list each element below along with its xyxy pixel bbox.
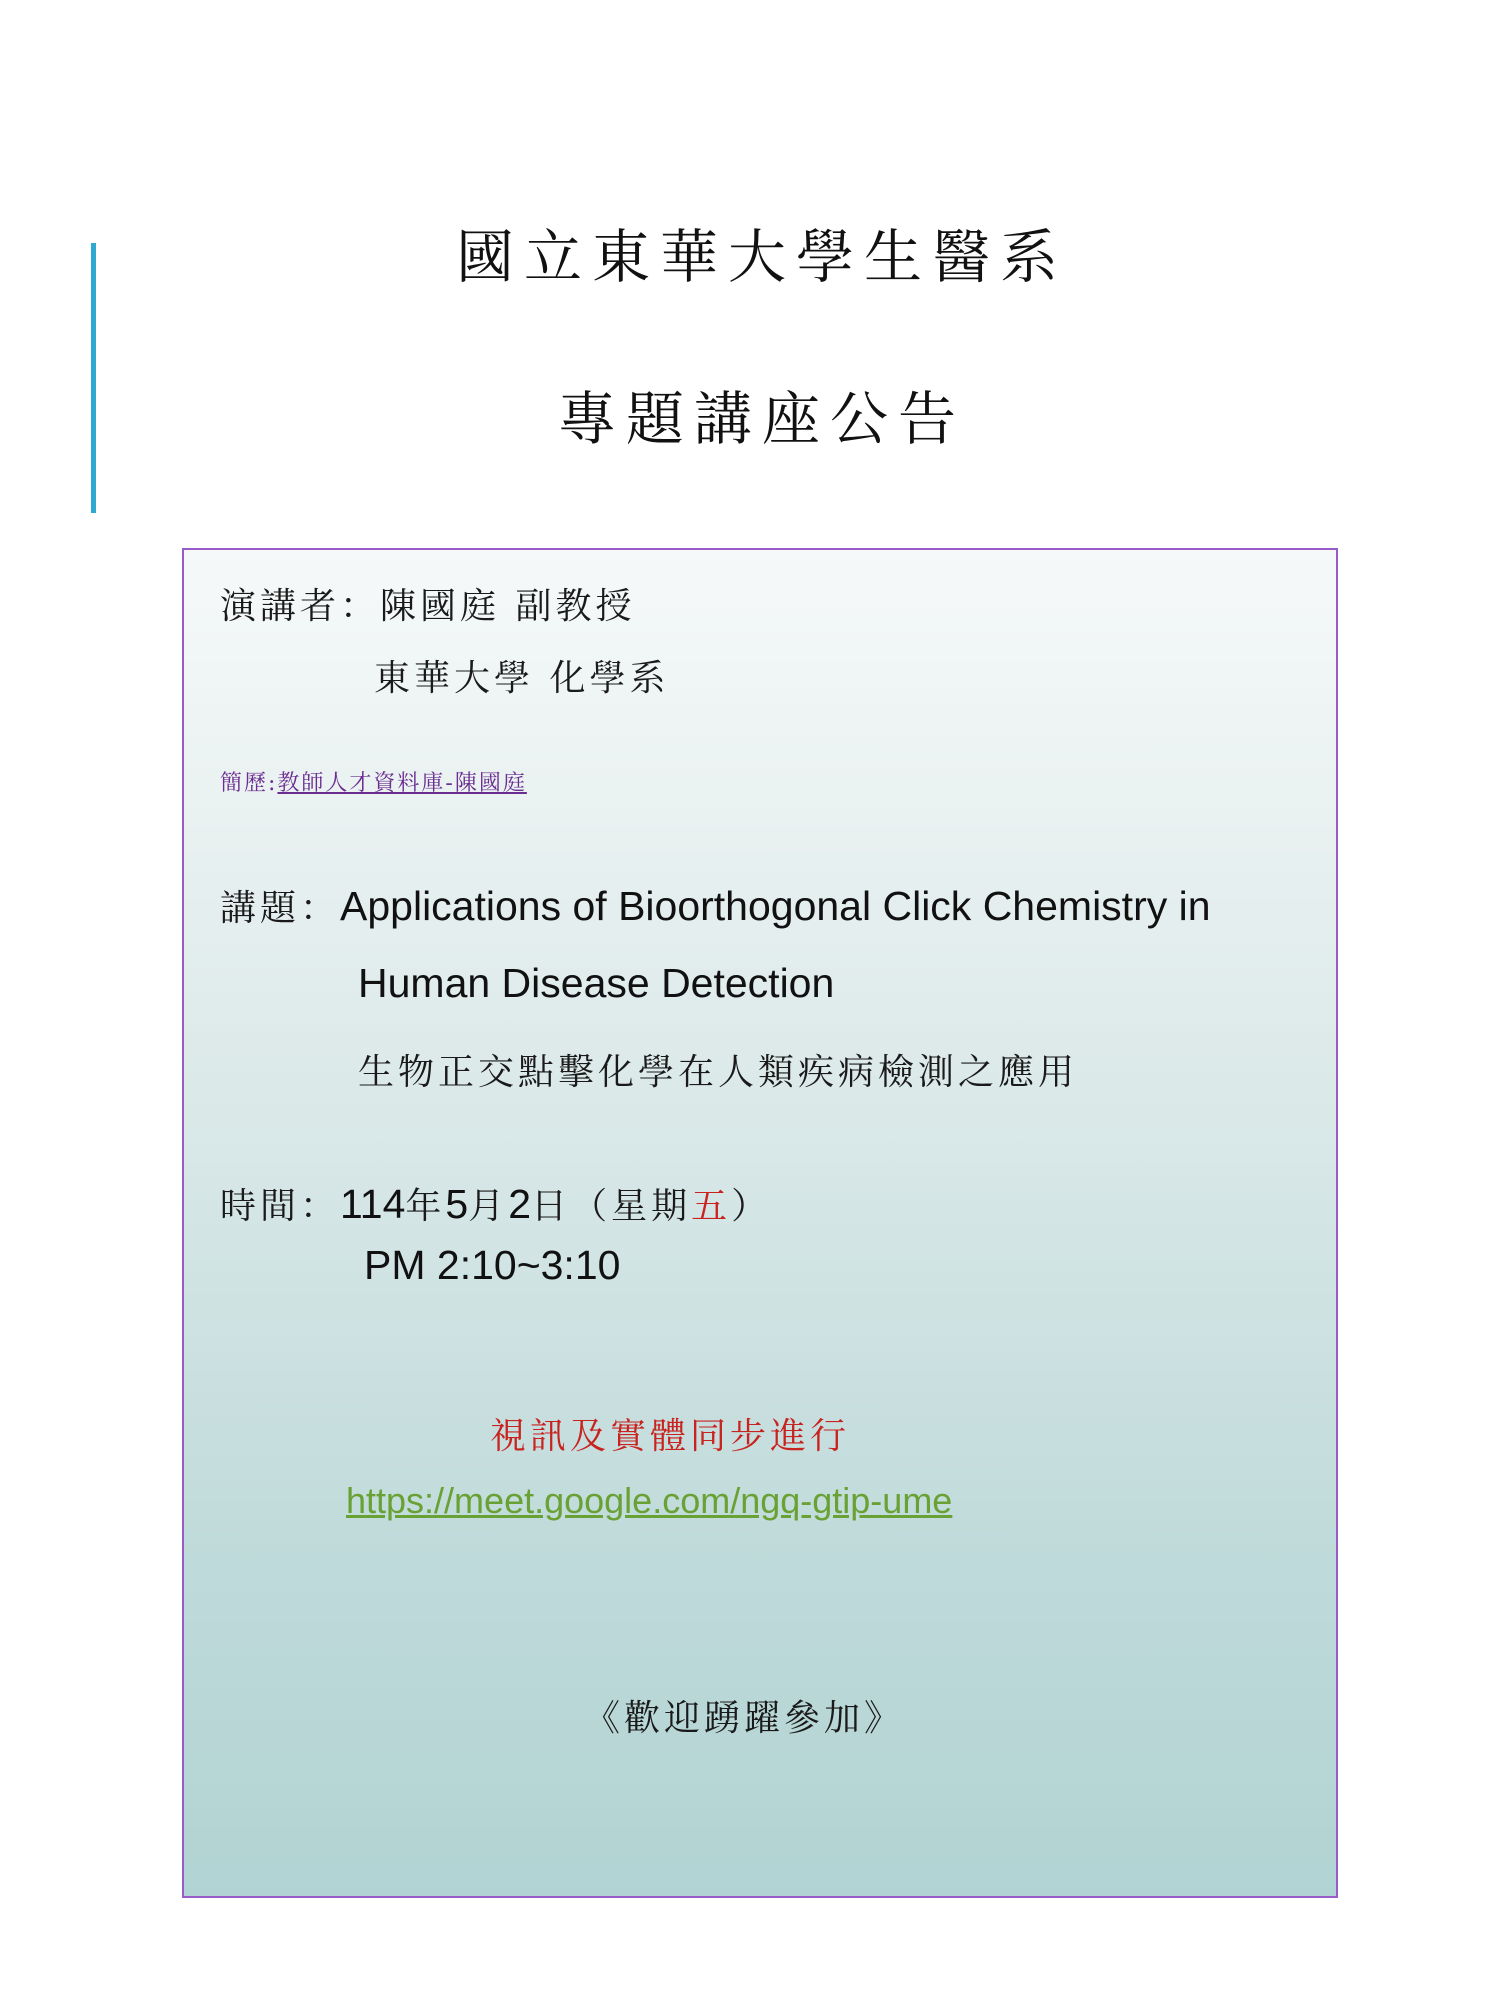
topic-label: 講題： — [220, 888, 341, 929]
speaker-affiliation: 東華大學 化學系 — [374, 658, 670, 699]
topic-title-en-line2: Human Disease Detection — [358, 960, 835, 1006]
meet-link[interactable]: https://meet.google.com/ngq-gtip-ume — [346, 1480, 953, 1521]
time-day-unit: 日 — [531, 1186, 572, 1227]
speaker-name: 陳國庭 副教授 — [380, 586, 636, 627]
time-range: PM 2:10~3:10 — [364, 1242, 621, 1288]
department-title: 國立東華大學生醫系 — [455, 223, 1068, 291]
closing-text: 《歡迎踴躍參加》 — [584, 1698, 905, 1739]
topic-row — [220, 880, 1211, 931]
profile-label: 簡歷: — [220, 771, 278, 796]
time-row — [220, 1178, 771, 1229]
topic-title-en-line1: Applications of Bioorthogonal Click Chemistry in — [340, 883, 1211, 929]
time-year: 114 — [340, 1181, 406, 1227]
time-month-unit: 月 — [468, 1186, 509, 1227]
topic-title-zh: 生物正交點擊化學在人類疾病檢測之應用 — [358, 1052, 1079, 1093]
speaker-label: 演講者： — [220, 586, 381, 627]
announcement-panel — [182, 548, 1338, 1898]
time-weekday-suffix: ） — [731, 1186, 772, 1227]
time-year-unit: 年 — [405, 1186, 446, 1227]
time-label: 時間： — [220, 1186, 341, 1227]
time-month: 5 — [445, 1181, 469, 1227]
speaker-row — [220, 578, 635, 629]
hybrid-mode-notice: 視訊及實體同步進行 — [490, 1416, 851, 1457]
time-weekday-prefix: （星期 — [571, 1186, 692, 1227]
time-weekday: 五 — [691, 1186, 732, 1227]
profile-row — [220, 766, 527, 797]
time-day: 2 — [508, 1181, 532, 1227]
announcement-title: 專題講座公告 — [557, 385, 966, 453]
profile-link[interactable]: 教師人才資料庫-陳國庭 — [277, 771, 527, 796]
